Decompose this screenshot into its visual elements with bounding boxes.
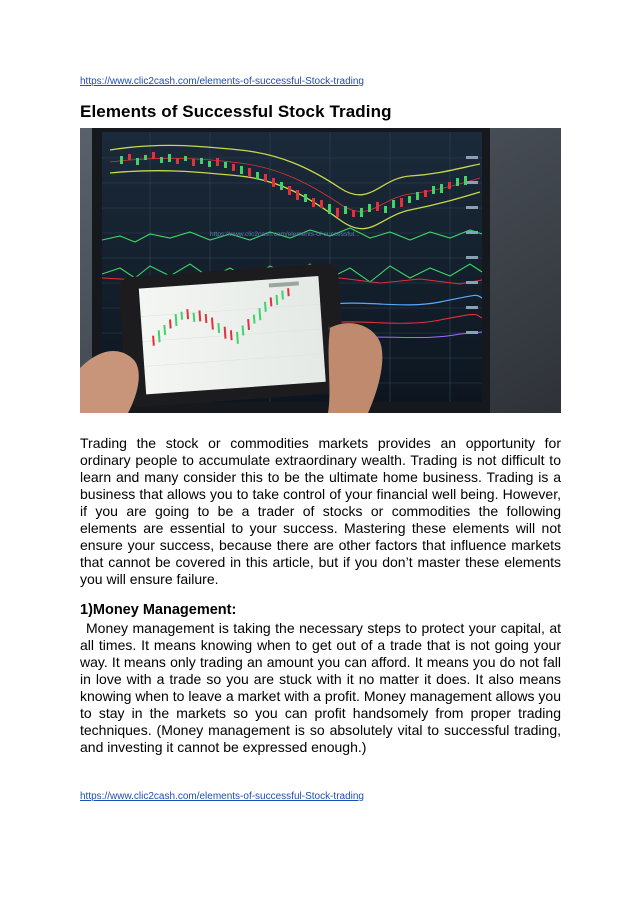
source-link-bottom[interactable]: https://www.clic2cash.com/elements-of-successful-Stock-trading: [80, 791, 364, 802]
section-heading-money-management: 1)Money Management:: [80, 602, 237, 618]
image-watermark: https://www.clic2cash.com/elements-of-successful...: [210, 231, 360, 238]
article-title: Elements of Successful Stock Trading: [80, 102, 392, 121]
source-link-top[interactable]: https://www.clic2cash.com/elements-of-successful-Stock-trading: [80, 76, 364, 87]
money-management-paragraph: Money management is taking the necessary steps to protect your capital, at all times. It means knowing when to get out of a trade that is not going your way. It means only trading an amount you can afford. It means you do not fall in love with a trade so you are stuck with it no matter it does. It also means knowing when to leave a market with a profit. Money management allows you to stay in the markets so you can profit handsomely from proper trading techniques. (Money management is so absolutely vital to successful trading, and investing it cannot be expressed enough.): [80, 620, 561, 755]
intro-paragraph: Trading the stock or commodities markets provides an opportunity for ordinary people to accumulate extraordinary wealth. Trading is not difficult to learn and many consider this to be the ultimate home business. Trading is a business that allows you to take control of your financial well being. However, if you are going to be a trader of stocks or commodities the following elements are essential to your success. Mastering these elements will not ensure your success, because there are other factors that influence markets that cannot be covered in this article, but if you don’t master these elements you will ensure failure.: [80, 435, 561, 587]
trading-photo-illustration: [80, 128, 561, 413]
trading-photo: [80, 128, 561, 413]
